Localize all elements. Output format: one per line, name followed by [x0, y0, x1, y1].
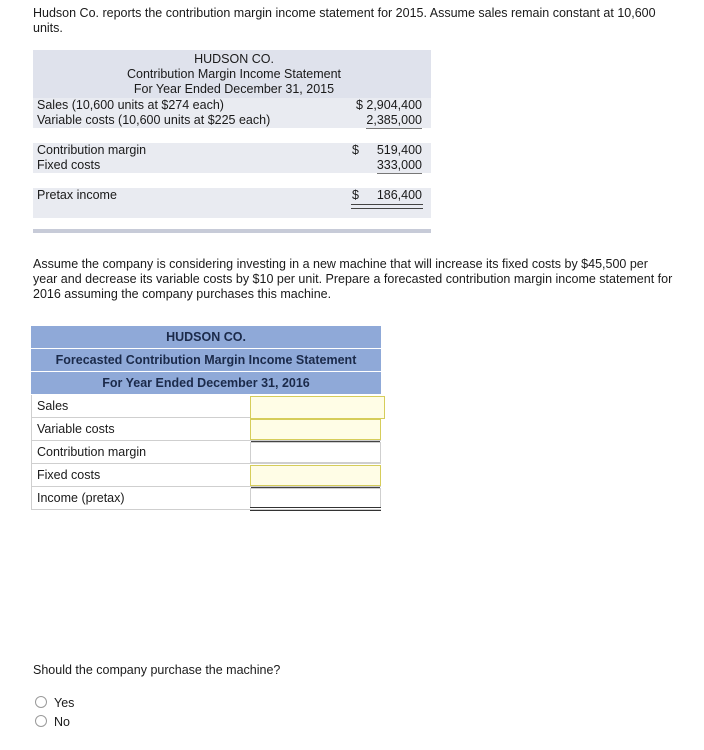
double-underline [351, 204, 423, 209]
dollar-sign: $ [352, 188, 359, 202]
row-sales-2015 [33, 98, 431, 113]
statement-2015 [33, 50, 431, 218]
row-value: $ 2,904,400 [355, 98, 422, 112]
row-label: Contribution margin [37, 445, 147, 459]
row-value: 2,385,000 [366, 113, 422, 127]
variable-costs-input[interactable] [250, 419, 381, 440]
statement-2015-company: HUDSON CO. [194, 52, 274, 66]
fixed-costs-input[interactable] [250, 465, 381, 486]
forecast-row-income [32, 487, 381, 510]
option-no-label: No [54, 715, 70, 729]
radio-no[interactable] [35, 715, 47, 727]
row-label: Income (pretax) [37, 491, 125, 505]
row-label: Variable costs (10,600 units at $225 each) [37, 113, 271, 127]
statement-2015-title: Contribution Margin Income Statement [127, 67, 341, 81]
row-label: Fixed costs [37, 158, 101, 172]
row-pretax-income-2015 [33, 188, 431, 203]
row-value: 333,000 [376, 158, 422, 172]
statement-2015-period: For Year Ended December 31, 2015 [133, 82, 335, 96]
forecast-statement [31, 326, 381, 510]
row-variable-costs-2015 [33, 113, 431, 128]
forecast-period: For Year Ended December 31, 2016 [31, 372, 381, 395]
forecast-row-sales [32, 395, 381, 418]
forecast-row-variable-costs [32, 418, 381, 441]
statement-2015-header [33, 50, 431, 98]
intro-text: Hudson Co. reports the contribution margin income statement for 2015. Assume sales remain constant at 10,600 units. [33, 6, 656, 35]
income-pretax-cell[interactable] [250, 488, 381, 508]
dollar-sign: $ [352, 143, 359, 157]
row-label: Pretax income [37, 188, 117, 202]
radio-yes[interactable] [35, 696, 47, 708]
row-label: Contribution margin [37, 143, 147, 157]
contribution-margin-cell[interactable] [250, 442, 381, 463]
forecast-title: Forecasted Contribution Margin Income Statement [31, 349, 381, 372]
row-label: Sales (10,600 units at $274 each) [37, 98, 224, 112]
question-text: Should the company purchase the machine? [33, 663, 281, 677]
forecast-company: HUDSON CO. [31, 326, 381, 349]
row-label: Fixed costs [37, 468, 101, 482]
sales-input[interactable] [250, 396, 385, 419]
forecast-row-contribution-margin [32, 441, 381, 464]
option-yes-label: Yes [54, 696, 75, 710]
row-value: 519,400 [376, 143, 422, 157]
forecast-row-fixed-costs [32, 464, 381, 487]
row-fixed-costs-2015 [33, 158, 431, 173]
row-contribution-margin-2015 [33, 143, 431, 158]
row-value: 186,400 [376, 188, 422, 202]
section-divider [33, 229, 431, 233]
instruction-text: Assume the company is considering investing in a new machine that will increase its fixed costs by $45,500 per year and decrease its variable costs by $10 per unit. Prepare a forecasted contribution margin income statement for 2016 assuming the company purchases this machine. [33, 257, 673, 301]
row-label: Variable costs [37, 422, 115, 436]
row-label: Sales [37, 399, 69, 413]
